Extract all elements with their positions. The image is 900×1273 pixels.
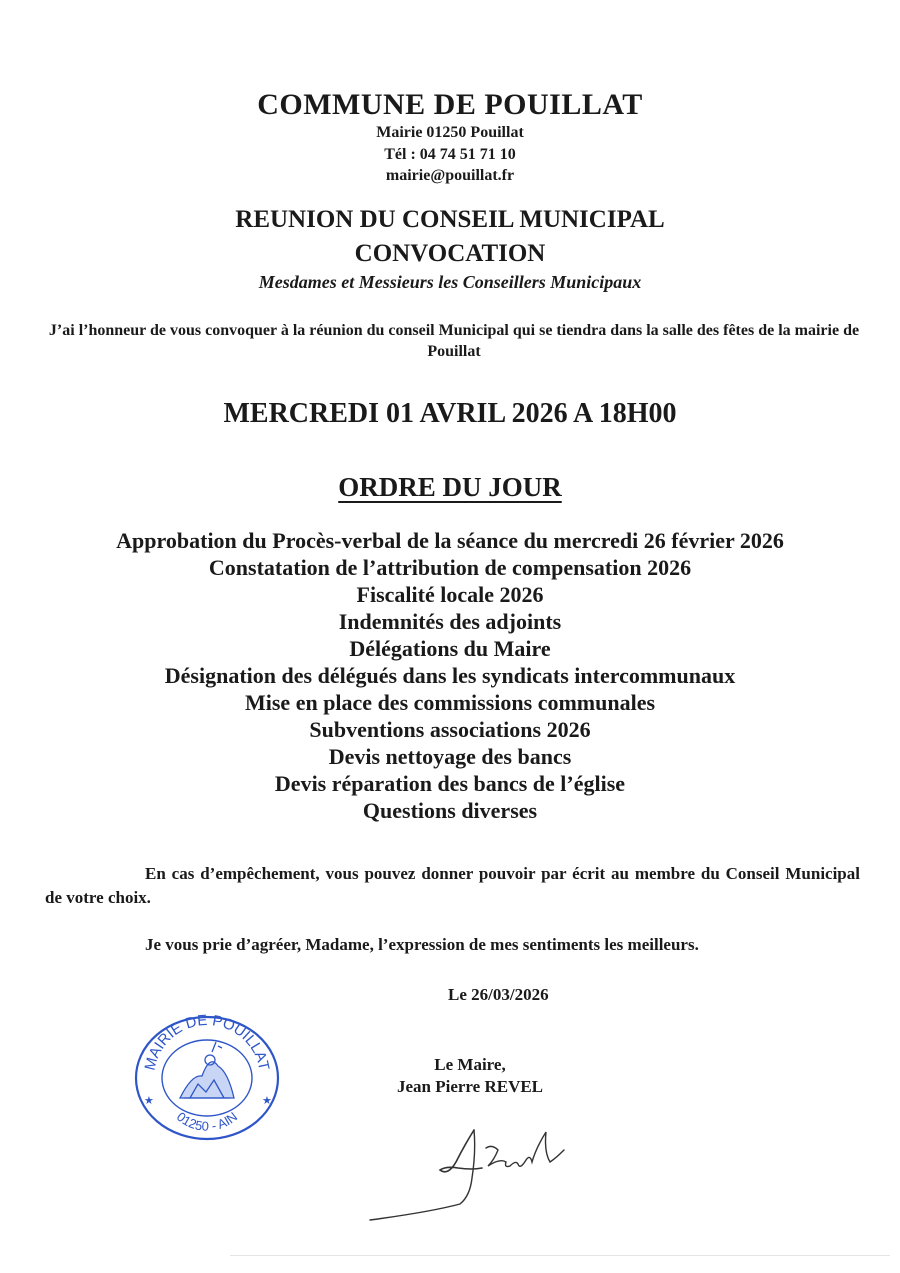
stamp-bottom-text: 01250 - AIN <box>173 1108 241 1134</box>
stamp-top-text: MAIRIE DE POUILLAT <box>141 1014 273 1073</box>
agenda-item: Devis réparation des bancs de l’église <box>274 771 626 796</box>
svg-text:★: ★ <box>144 1094 154 1107</box>
mairie-address: Mairie 01250 Pouillat <box>376 124 524 141</box>
meeting-date: MERCREDI 01 AVRIL 2026 A 18H00 <box>223 398 677 429</box>
agenda-list <box>0 527 900 824</box>
agenda-item: Fiscalité locale 2026 <box>356 582 544 607</box>
agenda-item: Mise en place des commissions communales <box>244 690 656 715</box>
mairie-stamp <box>132 1014 282 1142</box>
addressee: Mesdames et Messieurs les Conseillers Municipaux <box>258 272 642 292</box>
signer-role: Le Maire, <box>434 1055 506 1074</box>
proxy-paragraph: En cas d’empêchement, vous pouvez donner pouvoir par écrit au membre du Conseil Municipal de votre choix. <box>45 864 860 907</box>
agenda-item: Indemnités des adjoints <box>338 609 562 634</box>
agenda-item: Subventions associations 2026 <box>309 717 591 742</box>
commune-title: COMMUNE DE POUILLAT <box>257 88 643 121</box>
regards-paragraph: Je vous prie d’agréer, Madame, l’expression de mes sentiments les meilleurs. <box>145 935 699 954</box>
mayor-signature <box>360 1118 590 1228</box>
signer-block <box>370 1054 570 1098</box>
meeting-title: REUNION DU CONSEIL MUNICIPAL <box>235 206 665 233</box>
agenda-heading: ORDRE DU JOUR <box>338 472 562 502</box>
mairie-phone: Tél : 04 74 51 71 10 <box>384 146 516 163</box>
stamp-emblem-icon <box>180 1042 234 1098</box>
meeting-subtitle: CONVOCATION <box>354 240 546 267</box>
agenda-item: Désignation des délégués dans les syndicats intercommunaux <box>164 663 736 688</box>
agenda-item: Constatation de l’attribution de compensation 2026 <box>208 555 692 580</box>
agenda-item: Délégations du Maire <box>349 636 551 661</box>
svg-text:★: ★ <box>262 1094 272 1107</box>
page-divider <box>230 1255 890 1256</box>
signer-name: Jean Pierre REVEL <box>396 1077 544 1096</box>
intro-paragraph: J’ai l’honneur de vous convoquer à la réunion du conseil Municipal qui se tiendra dans la salle des fêtes de la mairie de Pouillat <box>48 322 860 360</box>
letter-date: Le 26/03/2026 <box>448 985 549 1004</box>
mairie-email: mairie@pouillat.fr <box>385 167 515 184</box>
agenda-item: Questions diverses <box>362 798 538 823</box>
agenda-item: Devis nettoyage des bancs <box>328 744 572 769</box>
agenda-item: Approbation du Procès-verbal de la séance du mercredi 26 février 2026 <box>116 528 784 553</box>
